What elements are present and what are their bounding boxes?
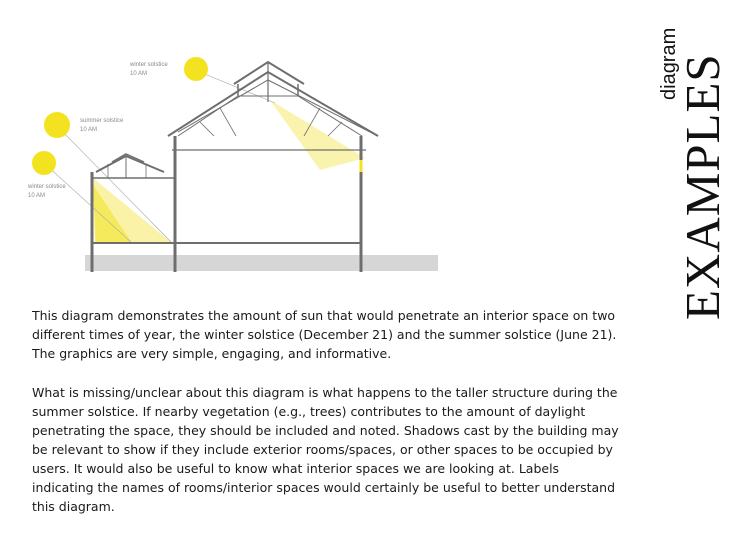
ground-band [85, 255, 438, 271]
sun-label-line1: winter solstice [28, 184, 66, 190]
sun-icon [184, 57, 208, 81]
building-section-diagram [0, 0, 460, 290]
sun-label-line1: winter solstice [130, 62, 168, 68]
description-paragraph: This diagram demonstrates the amount of sun that would penetrate an interior space on two different times of year, the winter solstice (December 21) and the summer solstice (June 21). The graphics are very simple, engaging, and informative. [32, 308, 617, 361]
clerestory-sunlight-wedge [270, 100, 365, 170]
sun-label-line1: summer solstice [80, 118, 124, 124]
sun-label-line2: 10 AM [130, 71, 148, 77]
sun-label-line2: 10 AM [80, 127, 98, 133]
side-title [638, 0, 730, 330]
sun-icon [32, 151, 56, 175]
sun-icon [44, 112, 70, 138]
critique-paragraph: What is missing/unclear about this diagram is what happens to the taller structure during the summer solstice. If nearby vegetation (e.g., trees) contributes to the amount of daylight penetrating the space, they should be included and noted. Shadows cast by the building may be relevant to show if they include exterior rooms/spaces, or other spaces to be occupied by users. It would also be useful to know what interior spaces we are looking at. Labels indicating the names of rooms/interior spaces would certainly be useful to better understand this diagram. [32, 385, 619, 514]
sun-label-line2: 10 AM [28, 193, 46, 199]
side-title-small: diagram [658, 27, 680, 100]
side-title-big: EXAMPLES [675, 53, 730, 320]
